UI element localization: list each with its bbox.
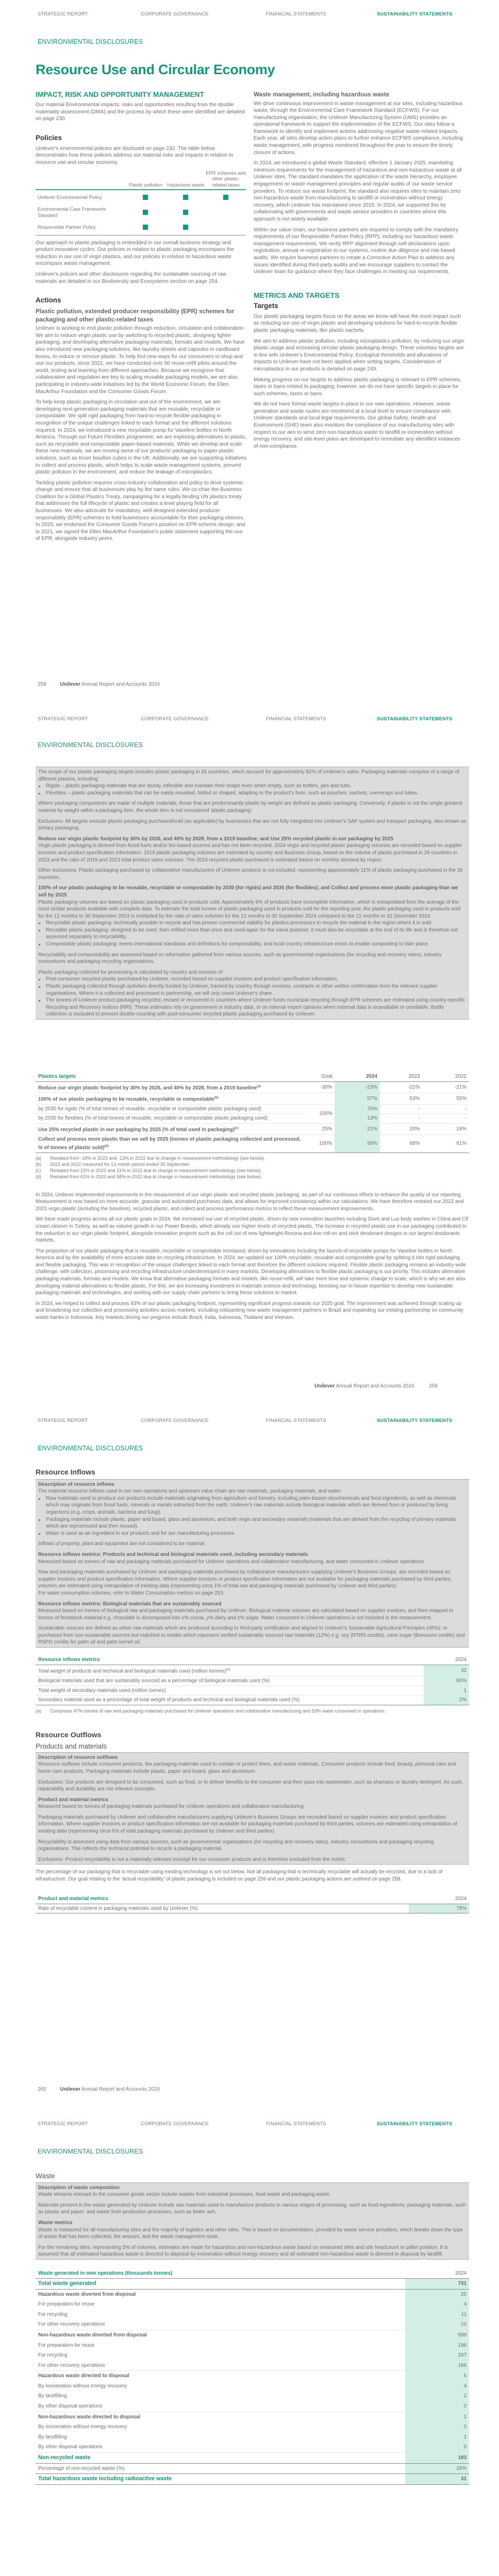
ppe-paragraph: Inflows of property, plant and equipment are not considered to be material.	[38, 1541, 206, 1547]
targets-paragraph-2: We aim to address plastic pollution, including microplastics pollution, by reducing our virgin plastic usage and increasing circular plastic packaging design. These voluntary targets are in line with Unilever's Environmental Policy. Ecological thresholds and allocations of impacts to Unilever have not been applied when setting targets. Consideration of microplastics in our products is detailed on page 249.	[254, 338, 464, 372]
collection-progress-paragraph: In 2024, we helped to collect and process 93% of our plastic packaging footprint, representing significant progress towards our 2025 goal. The improvement was achieved through scaling up and broadening our collection and processing activities across markets, including onboarding new waste management partners in Brazil and expanding our existing partnership on community waste banks in Indonesia. Key markets driving our progress include Brazil, India, Indonesia, Thailand and Vietnam.	[36, 1300, 463, 1321]
table-row	[36, 220, 246, 235]
table-title: Waste generated in own operations (thousands tonnes)	[36, 2270, 405, 2279]
coverage-marker-icon	[143, 225, 148, 230]
table-row: 100% of our plastic packaging to be reusable, recyclable or compostable$^{(b)}$ 57% 53% 55%	[36, 1093, 469, 1104]
table-row	[36, 190, 246, 205]
waste-paragraph-1: We drive continuous improvement in waste management at our sites, including hazardous waste, through the Environmental Care Framework Standard (ECFWS). For our manufacturing organisation, the Unilever Manufacturing System (UMS) provides an operational framework to support the implementation of the ECFWS. Our sites follow a framework to identify and implement actions addressing negative waste-related impacts. Each year, all sites develop action plans to further enhance ECFWS compliance, including waste management, with progress monitored throughout the year to ensure the timely closure of actions.	[254, 100, 463, 156]
policy-name: Environmental Care Framework Standard	[38, 206, 106, 218]
resource-inflows-heading: Resource Inflows	[36, 1468, 95, 1476]
exclusions-paragraph: Exclusions: All targets exclude plastic packaging purchased/sold (as applicable) by businesses that are not fully integrated into Unilever's SAP system and transport packaging, also known as tertiary packaging.	[38, 818, 467, 832]
coverage-marker-icon	[223, 195, 228, 200]
list-item: Recyclable plastic packaging: technically possible to recycle and has proven commercial viability for plastics processors to recycle the material in the region where it is sold.	[46, 920, 467, 927]
products-materials-heading: Products and materials	[36, 1742, 107, 1751]
waste-table	[36, 2270, 469, 2485]
col-2024: 2024	[409, 1895, 469, 1904]
collection-paragraph: Plastic packaging collected for processing is calculated by country and consists of:	[38, 969, 224, 975]
table-row: Hazardous waste diverted from disposal 25	[36, 2289, 469, 2299]
sustainable-sources-paragraph: Sustainable sources are defined as either raw materials which are produced according to third-party certification and aligned to Unilever's Sustainable Agricultural Principles (48%); or purchased from non-sustainable sources but matched to credits which represent verified sustainably sourced raw materials (12%) e.g. soy (RTRS credits), cane sugar (Bonsucro credits) and RSPO credits for palm oil and palm kernel oil.	[38, 1625, 465, 1646]
waste-description: Description of waste composition Waste streams relevant to the consumer goods sector include wastes from industrial processes, food waste and packaging waste.	[38, 2184, 331, 2198]
waste-section	[36, 2173, 469, 2485]
page-footer	[38, 682, 160, 687]
nav-strategic-report[interactable]: STRATEGIC REPORT	[38, 716, 88, 721]
col-hazardous-waste: Hazardous waste	[165, 170, 206, 190]
plastics-methodology-box	[36, 767, 469, 1020]
recyclability-assessment-paragraph: Recyclability is assessed using data from various sources, such as governmental organisations (for recycling and recovery rates), industry consortiums and packaging recycling organisations. This reflects the technical potential to recycle a packaging material.	[38, 1839, 434, 1852]
packaging-recording-paragraph: Packaging materials purchased by Unilever and collaborative manufacturers supplying Unilever's Business Groups are recorded based on supplier invoices and product specification information. Where supplier invoices or product specification information are not available for packaging materials purchased by third parties, volumes are estimated using extrapolation of existing data (representing circa 6% of total packaging materials purchased by Unilever and third parties).	[38, 1814, 457, 1835]
measurement-paragraph: In 2024, Unilever implemented improvements in the measurement of our virgin plastic and recycled plastic packaging, as part of our continuous efforts to enhance the quality of our reporting. Measurement is now based on more accurate, granular and automated purchases data, and allows for improved consistency within our calculations. We have therefore restated our 2022 and 2023 virgin plastic (including the baseline), recycled plastic, and collect and process performance metrics to reflect these measurement improvements.	[36, 1192, 464, 1212]
table-title: Resource inflows metrics	[36, 1656, 424, 1665]
policy-cell	[126, 220, 166, 235]
multi-material-paragraph: Where packaging components are made of multiple materials, those that are predominantly plastic by weight are defined as plastic packaging. Conversely, if plastic is not the single greatest material by weight within a packaging item, the whole item is not considered 'plastic packaging'.	[38, 801, 463, 814]
table-row: Biological materials used that are sustainably sourced as a percentage of biological materials used (%) 60%	[36, 1676, 469, 1686]
coverage-marker-icon	[183, 225, 188, 230]
page-footer	[38, 2087, 160, 2092]
table-row: Hazardous waste directed to disposal 6	[36, 2371, 469, 2381]
plastics-targets-table	[36, 1073, 469, 1153]
table-row: By landfilling 2	[36, 2391, 469, 2401]
list-item: Water is used as an ingredient in our products and for our manufacturing processes.	[46, 1530, 467, 1537]
table-row: For other recovery operations 10	[36, 2319, 469, 2330]
metric-1-section: Resource inflows metrics: Products and technical and biological materials used, including secondary materials Measured based on tonnes of raw and packaging materials purchased for Unilever operations and collaborative manufacturing, and water consumed in Unilever operations.	[38, 1551, 425, 1565]
policy-cell	[165, 220, 206, 235]
table-row: Total waste generated 731	[36, 2278, 469, 2289]
table-row: Reduce our virgin plastic footprint by 30% by 2026, and 40% by 2028, from a 2019 baseline$^{(a)}$ -30% -23% -21% -21%	[36, 1082, 469, 1093]
footer-text: Annual Report and Accounts 2024	[81, 682, 160, 687]
outflows-exclusions: Exclusions: Our products are designed to be consumed, such as food, or to deliver benefits to the consumer and then pass into wastewater, such as shampoo or laundry detergent. As such, repairability and durability are not relevant concepts.	[38, 1779, 463, 1792]
waste-paragraph-2: In 2024, we introduced a global Waste Standard, effective 1 January 2025, mandating minimum requirements for the management of hazardous and non-hazardous waste at all Unilever sites. The standard mandates the application of the waste hierarchy, employee engagement on waste management principles and regular audits of our waste service providers. To reduce our waste footprint, the standard also requires sites to maintain zero non-hazardous waste from manufacturing to landfill or incineration without energy recovery, which Unilever has maintained since 2015. In 2024, we supported this by collaborating with governments and waste service providers in countries where this approach is not widely available.	[254, 160, 462, 222]
table-row	[36, 205, 246, 220]
resource-inflows-table	[36, 1656, 469, 1705]
footer-brand: Unilever	[60, 2087, 80, 2092]
recyclable-list	[38, 920, 467, 947]
waste-metrics-section: Waste metrics Waste is measured for all manufacturing sites and the majority of logistics and other sites. This is based on documentation, provided by waste service providers, which breaks down the type of waste that has been collected, the amount, and the waste management route.	[38, 2219, 463, 2240]
table-row: Total weight of secondary materials used (million tonnes) 1	[36, 1686, 469, 1696]
table-row: Non-hazardous waste directed to disposal 1	[36, 2412, 469, 2422]
col-goal: Goal	[305, 1073, 335, 1082]
targets-paragraph-1: Our plastic packaging targets focus on the areas we know will have the most impact such as reducing our use of virgin plastic and developing solutions for hard-to-recycle flexible plastic packaging materials, like plastic sachets.	[254, 313, 461, 333]
table-row: By incineration without energy recovery 4	[36, 2381, 469, 2392]
table-row: Percentage of non-recycled waste (%) 25%	[36, 2463, 469, 2474]
plastic-heading: Plastic pollution, extended producer responsibility (EPR) schemes for packaging and other plastic-related taxes	[36, 308, 235, 323]
page-footer	[314, 1383, 438, 1389]
nav-corporate-governance[interactable]: CORPORATE GOVERNANCE	[141, 716, 209, 721]
list-item: Flexibles – plastic packaging materials that can be easily moulded, folded or shaped, adapting to the product's form, such as pouches, sachets, overwraps and tubes.	[46, 790, 467, 797]
top-nav	[0, 2121, 499, 2128]
resource-inflows-section	[36, 1469, 469, 1913]
product-exclusions: Exclusions: Product recyclability is not a materially relevant concept for our consumer products and is therefore excluded from the metric.	[38, 1856, 347, 1862]
irom-paragraph: Our material Environmental impacts, risks and opportunities resulting from the double materiality assessment (DMA) and the process by which these were identified are detailed on page 230.	[36, 102, 245, 122]
footer-text: Annual Report and Accounts 2024	[336, 1383, 414, 1389]
footnote: (b) 2023 and 2022 measured for 12-month period ended 30 September.	[36, 1162, 191, 1167]
table-row: Rate of recyclable content in packaging materials used by Unilever (%) 78%	[36, 1904, 469, 1913]
col-2024: 2024	[335, 1073, 380, 1082]
col-2024: 2024	[405, 2270, 469, 2279]
waste-paragraph-3: Within our value chain, our business partners are required to comply with the mandatory requirements of our Responsible Partner Policy (RPP), including our hazardous waste management requirements. We verify RPP alignment through self-declarations upon registration, annual re-registration to our systems, routine due diligence and risk-based audits. We require business partners to create a Corrective Action Plan to address any issues identified during third-party audits and we encourage suppliers to contact the Unilever team for guidance where they face challenges in meeting our requirements.	[254, 227, 458, 275]
coverage-marker-icon	[183, 210, 188, 215]
policy-cell	[206, 220, 246, 235]
resource-outflows-heading: Resource Outflows	[36, 1730, 102, 1739]
table-row: By other disposal operations 0	[36, 2401, 469, 2412]
footnote: (d) Restated from 61% in 2023 and 58% in 2022 due to change in measurement methodology (see below).	[36, 1174, 262, 1179]
nav-sustainability-statements[interactable]: SUSTAINABILITY STATEMENTS	[377, 716, 453, 721]
waste-materials-paragraph: Materials present in the waste generated by Unilever include raw materials used to manufacture products in various stages of processing, such as food ingredients; packaging materials, such as plastic and paper; and waste from production processes, such as boiler ash.	[38, 2202, 466, 2215]
col-2022: 2022	[422, 1073, 469, 1082]
col-2023: 2023	[380, 1073, 422, 1082]
footnote: (c) Restated from 22% in 2023 and 21% in 2022 due to change in measurement methodology (see below).	[36, 1167, 262, 1173]
coverage-marker-icon	[183, 195, 188, 200]
left-column	[36, 91, 247, 546]
nav-corporate-governance[interactable]: CORPORATE GOVERNANCE	[141, 1417, 209, 1423]
table-row: By other disposal operations 0	[36, 2442, 469, 2452]
table-row: For recycling 11	[36, 2310, 469, 2320]
table-row: Total hazardous waste including radioactive waste 31	[36, 2474, 469, 2485]
inflows-list	[38, 1495, 467, 1537]
targets-paragraph-4: We do not have formal waste targets in place in our own operations. However, waste generation and waste routes are monitored at a local level to ensure compliance with Unilever standards and local legal requirements. Our global Safety, Health and Environment (SHE) team also monitors the compliance of our manufacturing sites with respect to our aim to send zero non-hazardous waste to landfill or incineration without energy recovery, and site-level plans are developed to remediate any identified instances of non-compliance.	[254, 401, 460, 449]
recyclability-paragraph: The proportion of our plastic packaging that is reusable, recyclable or compostable increased, driven by innovations including the launch of recyclable pumps for Vaseline bottles in North America and by the availability of more accurate data on recycling infrastructure. In 2024, we updated our 100% recyclable, reusable and compostable goal by splitting it into rigid packaging and flexible packaging. This was in recognition of the unique challenges linked to each format and therefore the different solutions required. Flexible plastic packaging remains an industry-wide challenge, with collection, processing and recycling infrastructure underdeveloped in many markets. Developing alternatives to flexible plastic packaging is our priority. This includes alternative packaging materials, formats and models. We know that alternative packaging formats and models, like reuse-refill, will take more time and systemic change to scale, which is why we are also developing material alternatives to flexible plastic. For this, we are increasing investment in materials science and technology, boosting our in-house expertise to develop new sustainable packaging materials and technologies, and working with our supply chain partners to bring these solutions to market.	[36, 1248, 467, 1296]
policy-table	[36, 170, 246, 235]
top-nav	[0, 1417, 499, 1425]
waste-estimates-paragraph: For the remaining sites, representing 5% of volumes, estimates are made for hazardous and non-hazardous waste based on measured sites and site headcount or pallet position. It is assumed that all estimated hazardous waste is directed to disposal by incineration without energy recovery and all estimated non-hazardous waste is directed to disposal by landfill.	[38, 2244, 448, 2258]
policy-cell	[165, 190, 206, 205]
nav-strategic-report[interactable]: STRATEGIC REPORT	[38, 11, 88, 16]
table-row: Non-recycled waste 183	[36, 2453, 469, 2464]
virgin-plastic-section: Reduce our virgin plastic footprint by 30% by 2026, and 40% by 2028, from a 2019 baseline; and Use 25% recycled plastic in our packaging by 2025 Virgin plastic packaging is derived from fossil fuels and/or bio-based sources and has not been recycled. 2024 virgin and recycled plastic packaging volumes are recorded based on supplier invoices and product specification information. 2019 plastic packaging volumes are estimated by country and Business Group, based on the volume of plastic purchased in 26 countries in 2023 and the ratio of 2019 and 2023 total product sales volumes. The 2019 recycled plastic purchased is estimated based on monthly demand by region.	[38, 836, 462, 863]
page-title: Resource Use and Circular Economy	[36, 62, 275, 77]
col-epr-schemes: EPR schemes and other plastic-related taxes	[206, 170, 246, 190]
table-row: Secondary material used as a percentage of total weight of products and technical and biological materials used (%) 2%	[36, 1696, 469, 1705]
nav-sustainability-statements[interactable]: SUSTAINABILITY STATEMENTS	[377, 2121, 453, 2126]
metric-1-detail: Raw and packaging materials purchased by Unilever and packaging materials purchased by collaborative manufacturers supplying Unilever's Business Groups, are recorded based on supplier invoices and product specification information. Where supplier invoices or product specification information are not available for packaging materials purchased by third parties, volumes are estimated using extrapolation of existing data (representing circa 1% of total raw and packaging materials purchased by Unilever and third parties). For water consumption volumes, refer to Water Consumption metrics on page 253.	[38, 1569, 452, 1596]
list-item: Plastic packaging collected through activities directly funded by Unilever, tracked by country through invoices, contracts or other written confirmation from the relevant supplier organisations. Where it is collected and processed in partnership, we will only count Unilever's share.	[46, 983, 467, 997]
policy-cell	[206, 190, 246, 205]
page-number: 258	[38, 682, 46, 687]
outflows-description: Description of resource outflows Resource outflows include consumer products, the packaging materials used to contain or protect them, and waste materials. Consumer products include food, beauty, personal care and home care products. Packaging materials include plastic, paper and board, glass and aluminium.	[38, 1754, 456, 1774]
nav-strategic-report[interactable]: STRATEGIC REPORT	[38, 1417, 88, 1423]
table-row: For preparation for reuse 4	[36, 2299, 469, 2310]
scope-list	[38, 783, 467, 796]
list-item: Compostable plastic packaging: meets international standards and definitions for compostability, and local country infrastructure exists to enable composting to take place.	[46, 941, 467, 948]
nav-sustainability-statements[interactable]: SUSTAINABILITY STATEMENTS	[377, 11, 453, 16]
policy-cell	[206, 205, 246, 220]
table-title: Plastics targets	[36, 1073, 305, 1082]
table-row: Non-hazardous waste diverted from disposal 699	[36, 2330, 469, 2340]
nav-financial-statements[interactable]: FINANCIAL STATEMENTS	[266, 1417, 326, 1423]
footer-brand: Unilever	[314, 1383, 335, 1389]
policy-name: Responsible Partner Policy	[36, 220, 126, 235]
collection-list	[38, 976, 467, 1018]
table-title: Product and material metrics	[36, 1895, 409, 1904]
col-plastic-pollution: Plastic pollution	[126, 170, 166, 190]
nav-corporate-governance[interactable]: CORPORATE GOVERNANCE	[141, 11, 209, 16]
table-row: Collect and process more plastic than we sell by 2025 (tonnes of plastic packaging collected and processed, % of tonnes of plastic sold)$^{(d)}$ 100% 93% 68% 61%	[36, 1134, 469, 1153]
product-material-table	[36, 1895, 469, 1914]
nav-strategic-report[interactable]: STRATEGIC REPORT	[38, 2121, 88, 2126]
waste-management-heading: Waste management, including hazardous waste	[254, 91, 390, 98]
plastic-paragraph-1: Unilever is working to end plastic pollution through reduction, circulation and collaboration. We aim to reduce virgin plastic use by switching to recycled plastic, designing lighter packaging, and developing alternative packaging materials, formats and models. We have also introduced new packaging solutions, like laundry sheets and capsules in cardboard boxes, to reduce or remove plastic. To help find new ways for our consumers to shop and use our products, since 2021, we have conducted over 50 reuse-refill pilots around the world, testing and learning from different approaches. Because we recognise that collaboration and regulation are key to scaling reusable packaging models, we are also participating in industry-wide initiatives led by the World Economic Forum, the Ellen MacArthur Foundation and the Consumer Goods Forum.	[36, 326, 245, 395]
plastics-targets-section	[36, 1073, 469, 1325]
actions-heading: Actions	[36, 296, 61, 304]
resource-outflows-box	[36, 1752, 469, 1865]
assessment-paragraph: Recyclability and compostability are assessed based on information gathered from various sources, such as governmental organisations (for recycling and recovery rates), industry consortiums and packaging recycling organisations.	[38, 952, 442, 965]
approach-paragraph: Our approach to plastic packaging is embedded in our overall business strategy and product innovation cycles. Our policies in relation to plastic packaging encompass the reduction in our use of virgin plastics, and our policies in relation to hazardous waste encompass waste management.	[36, 240, 235, 267]
table-footnote: (a) Comprises 47% tonnes of raw and packaging materials purchased for Unilever operations and collaborative manufacturing and 53% water consumed in operations.	[36, 1708, 386, 1714]
list-item: Rigids – plastic packaging materials that are sturdy, inflexible and maintain their shape even when empty, such as bottles, jars and tubs.	[46, 783, 467, 790]
product-metrics-section: Product and material metrics Measured based on tonnes of packaging materials purchased for Unilever operations and collaborative manufacturing.	[38, 1797, 305, 1810]
plastic-paragraph-3: Tackling plastic pollution requires cross-industry collaboration and policy to drive systemic change and ensure that all businesses play by the same rules. We co-chair the Business Coalition for a Global Plastics Treaty, campaigning for a legally binding UN plastics treaty that addresses the full lifecycle of plastic and creates a level playing field for all businesses. We also advocate for mandatory, well-designed extended producer responsibility (EPR) schemes to hold businesses accountable for their packaging choices. In 2020, we endorsed the Consumer Goods Forum's position on EPR scheme design, and in 2021, we signed the Ellen MacArthur Foundation's public statement supporting the use of EPR, alongside industry peers.	[36, 480, 245, 542]
table-row: by 2030 for rigids (% of total tonnes of reusable, recyclable or compostable plastic packaging used) 100% 76% - -	[36, 1104, 469, 1114]
nav-corporate-governance[interactable]: CORPORATE GOVERNANCE	[141, 2121, 209, 2126]
section-label: ENVIRONMENTAL DISCLOSURES	[38, 741, 143, 749]
table-row: For other recovery operations 166	[36, 2361, 469, 2371]
nav-financial-statements[interactable]: FINANCIAL STATEMENTS	[266, 2121, 326, 2126]
policy-name: Unilever Environmental Policy	[38, 194, 102, 200]
list-item: The tonnes of Unilever product packaging recycled, reused or recovered in countries where Unilever funds municipal recycling through EPR schemes are estimated using country-specific Recycling and Recovery Indices (RRI). These estimates rely on government or industry data, or on internal expert opinions when external data is unavailable or unreliable. Bottle collection is excluded to prevent double-counting with post-consumer recycled plastic packaging purchased by Unilever.	[46, 997, 467, 1018]
section-label: ENVIRONMENTAL DISCLOSURES	[38, 1445, 143, 1452]
list-item: Raw materials used to produce our products include materials originating from agriculture and forestry, including palm-based oleochemicals and food ingredients, as well as chemicals which may originate from fossil fuels, minerals or metals extracted from the earth. Unilever's raw materials include biological materials which are derived from or produced by living organisms (e.g. crops, animals, bacteria and fungi).	[46, 1495, 467, 1516]
section-label: ENVIRONMENTAL DISCLOSURES	[38, 2148, 143, 2155]
page-number: 259	[429, 1383, 438, 1389]
top-nav	[0, 11, 499, 18]
table-row: by 2035 for flexibles (% of total tonnes of reusable, recyclable or compostable plastic packaging used) 13% - -	[36, 1114, 469, 1124]
inflows-description: Description of resource inflows The material resource inflows used in our own operations and upstream value chain are raw materials, packaging materials, and water:	[38, 1481, 342, 1495]
right-column	[254, 91, 465, 453]
section-label: ENVIRONMENTAL DISCLOSURES	[38, 38, 143, 45]
table-row: For preparation for reuse 196	[36, 2341, 469, 2351]
plastic-paragraph-2: To help keep plastic packaging in circulation and out of the environment, we are developing next-generation packaging materials that are reusable, recyclable or compostable. We split rigid packaging from hard-to-recycle flexible packaging in recognition of the unique challenges linked to each format and the different solutions required. In 2024, we introduced a new recyclable pump for Vaseline bottles in North America. Through our Future Flexibles programme, we are exploring alternatives to plastic, such as recyclable and compostable paper-based materials. While we develop and scale these new materials, we are moving some of our products' packaging to paper-plastic solutions, such as Knorr bouillon cubes in the UK. Additionally, we are supporting initiatives to collect and process plastic, which helps to scale waste management systems, prevent plastic pollution in the environment, and reduce the leakage of microplastics.	[36, 399, 247, 476]
coverage-marker-icon	[143, 195, 148, 200]
list-item: Reusable plastic packaging: designed to be used, then refilled more than once and used again for the same purpose; it must also be recyclable at the end of its life and is therefore not assessed separately to recyclability.	[46, 927, 467, 941]
table-footnotes	[36, 1156, 469, 1180]
top-nav	[0, 716, 499, 723]
col-2024: 2024	[424, 1656, 469, 1665]
progress-paragraph: We have made progress across all our plastic goals in 2024. We increased our use of recycled plastic, driven by new innovation launches including Dove and Lux body washes in China and Cif cream cleaner in Turkey, as well as volume growth in our Power Brands, which already use higher levels of recycled plastic. The increase in recycled plastic use in our packaging contributed to the reduction in our virgin plastic footprint, alongside innovation projects such as the roll out of new lightweight Rexona and Axe roll-on and stick deodorant designs in our largest deodorants markets.	[36, 1216, 468, 1244]
coverage-marker-icon	[143, 210, 148, 215]
policy-cell	[165, 205, 206, 220]
footer-text: Annual Report and Accounts 2024	[81, 2087, 160, 2092]
metric-2-section: Resource inflows metrics: Biological materials that are sustainably sourced Measured based on tonnes of biological raw and packaging materials purchased by Unilever. Biological material volumes are calculated based on supplier invoices, and then mapped to tonnes of feedstock material e.g. chocolate is decomposed into x% cocoa, y% dairy and z% sugar. Water consumed in Unilever operations is not included in the measurement.	[38, 1601, 454, 1621]
list-item: Packaging materials include plastic, paper and board, glass and aluminium, and both virgin and secondary materials (materials that are derived from the recycling of primary materials which are reprocessed and then reused).	[46, 1516, 467, 1530]
policies-heading: Policies	[36, 133, 62, 142]
nav-sustainability-statements[interactable]: SUSTAINABILITY STATEMENTS	[377, 1417, 453, 1423]
targets-paragraph-3: Making progress on our targets to address plastic packaging is relevant to EPR schemes, taxes or bans related to packaging; however, we do not have specific targets in place for such schemes, taxes or bans.	[254, 377, 462, 397]
waste-heading: Waste	[36, 2172, 55, 2180]
policy-cell	[126, 205, 166, 220]
waste-box	[36, 2182, 469, 2260]
list-item: Post-consumer recycled plastic purchased by Unilever, recorded based on supplier invoices and product specification information.	[46, 976, 467, 983]
table-row: For recycling 337	[36, 2350, 469, 2361]
nav-financial-statements[interactable]: FINANCIAL STATEMENTS	[266, 11, 326, 16]
metrics-targets-heading: METRICS AND TARGETS	[254, 291, 340, 299]
footnote: (a) Restated from -18% in 2023 and -13% in 2022 due to change in measurement methodology (see below).	[36, 1156, 265, 1161]
table-row: By landfilling 1	[36, 2432, 469, 2443]
targets-heading: Targets	[254, 301, 278, 310]
page-number: 260	[38, 2087, 46, 2092]
scope-paragraph: The scope of our plastic packaging targets includes plastic packaging in 26 countries, which account for approximately 82% of Unilever's sales. Packaging materials comprise of a range of different plastics, including:	[38, 769, 460, 782]
recyclable-packaging-paragraph: The percentage of our packaging that is recyclable using existing technology is set out below. Not all packaging that is technically recyclable will actually be recycled, due to a lack of infrastructure. Our goal relating to the 'actual recyclability' of plastic packaging is included on page 259 and our plastic packaging actions are outlined on page 258.	[36, 1869, 443, 1883]
table-row: Total weight of products and technical and biological materials used (million tonnes)$^{(a)}$ 32	[36, 1665, 469, 1676]
footer-brand: Unilever	[60, 682, 80, 687]
policy-cell	[126, 190, 166, 205]
irom-heading: IMPACT, RISK AND OPPORTUNITY MANAGEMENT	[36, 91, 204, 98]
table-row: Use 25% recycled plastic in our packaging by 2025 (% of total used in packaging)$^{(c)}$ 25% 21% 20% 18%	[36, 1123, 469, 1134]
resource-inflows-box	[36, 1479, 469, 1648]
table-row: By incineration without energy recovery 0	[36, 2422, 469, 2432]
other-exclusions-paragraph: Other exclusions: Plastic packaging purchased by collaborative manufacturers of Unilever products is not included, representing approximately 11% of plastic packaging purchased in the 26 countries.	[38, 868, 463, 880]
nav-financial-statements[interactable]: FINANCIAL STATEMENTS	[266, 716, 326, 721]
recyclable-section: 100% of our plastic packaging to be reusable, recyclable or compostable by 2030 (for rigids) and 2035 (for flexibles); and Collect and process more plastic packaging than we sell by 2025 Plastic packaging volumes are based on plastic packaging used in products sold. Approximately 6% of products have incomplete information, which is extrapolated from the average of the most similar products available with complete data. To estimate the total tonnes of plastic packaging used in products sold for the reporting year, the plastic packaging used in products sold for the 12 months to 30 September 2024 is multiplied by the ratio of sales volumes for the 12 months to 30 September 2024 compared to the 12 months to 31 December 2024.	[38, 885, 461, 919]
sourcing-paragraph: Unilever's policies and other disclosures regarding the sustainable sourcing of raw materials are detailed in our Biodiversity and Ecosystems section on page 254.	[36, 272, 227, 284]
policies-paragraph: Unilever's environmental policies are disclosed on page 232. The table below demonstrates how these policies address our material risks and impacts in relation to resource use and circular economy.	[36, 145, 234, 165]
